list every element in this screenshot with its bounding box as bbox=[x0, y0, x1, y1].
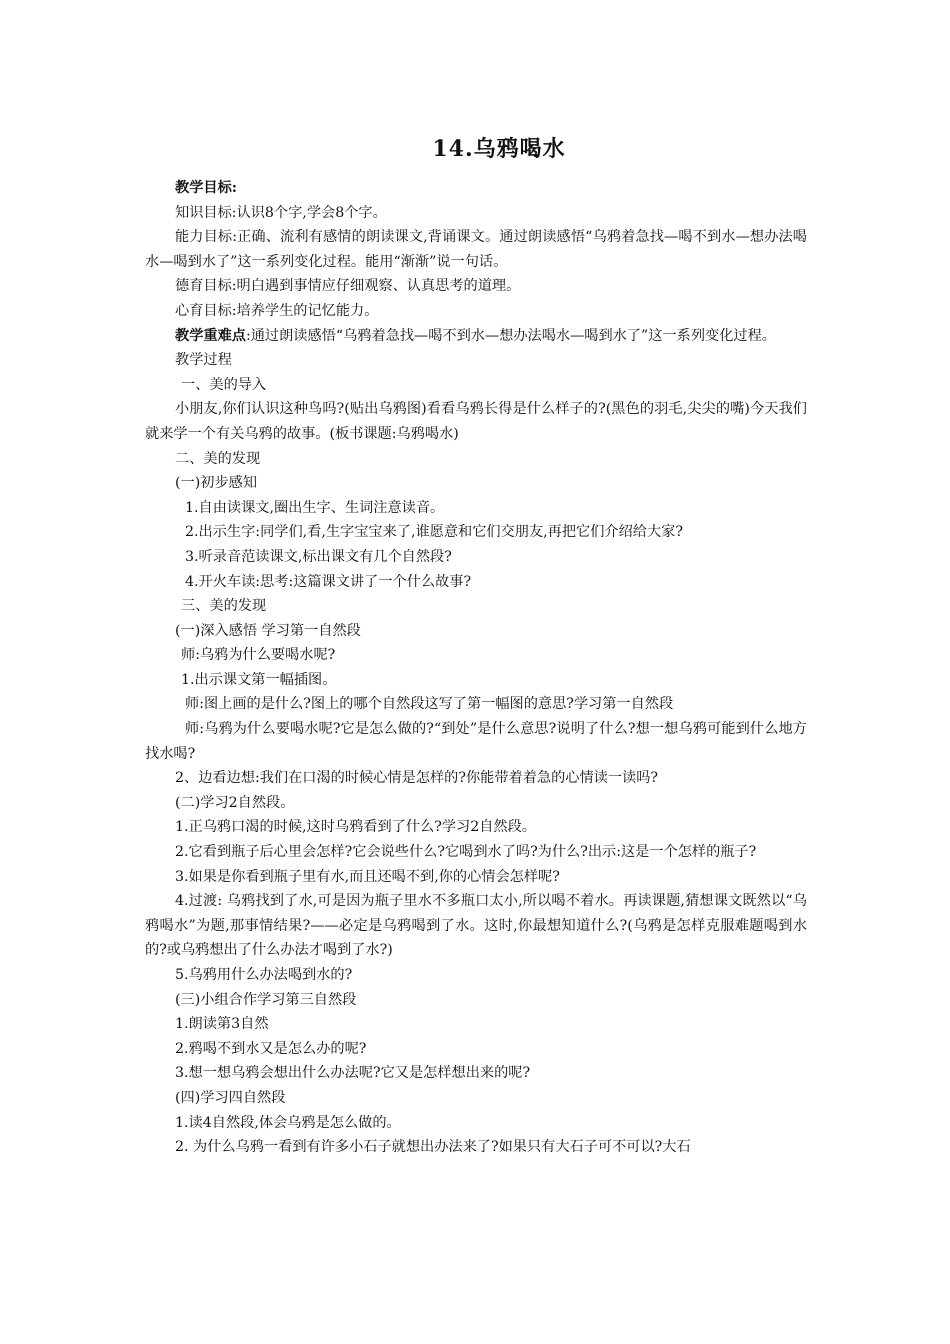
list-item: 2.出示生字:同学们,看,生字宝宝来了,谁愿意和它们交朋友,再把它们介绍给大家? bbox=[185, 524, 683, 541]
knowledge-goal: 知识目标:认识8个字,学会8个字。 bbox=[175, 204, 387, 221]
list-item: 1.自由读课文,圈出生字、生词注意读音。 bbox=[185, 499, 445, 516]
process-heading: 教学过程 bbox=[175, 352, 232, 369]
list-item: 4.过渡: 乌鸦找到了水,可是因为瓶子里水不多瓶口太小,所以喝不着水。再读课题,猜想课文既然以“乌鸦喝水”为题,那事情结果?——必定是乌鸦喝到了水。这时,你最想知道什么?(乌鸦是怎样克服难题喝到水的?或乌鸦想出了什么办法才喝到了水?) bbox=[145, 893, 807, 959]
key-points-label: 教学重难点 bbox=[175, 327, 246, 344]
list-item: 5.乌鸦用什么办法喝到水的? bbox=[175, 967, 353, 983]
key-points-text: :通过朗读感悟“乌鸦着急找—喝不到水—想办法喝水—喝到水了”这一系列变化过程。 bbox=[245, 327, 776, 344]
list-item: 3.听录音范读课文,标出课文有几个自然段? bbox=[185, 548, 452, 565]
document-body bbox=[145, 176, 807, 1160]
key-points-paragraph bbox=[145, 324, 807, 349]
list-item: 1.朗读第3自然 bbox=[175, 1016, 269, 1033]
list-item: 1.读4自然段,体会乌鸦是怎么做的。 bbox=[175, 1114, 401, 1131]
list-item: 1.正乌鸦口渴的时候,这时乌鸦看到了什么?学习2自然段。 bbox=[175, 819, 536, 836]
list-item: 1.出示课文第一幅插图。 bbox=[181, 671, 337, 688]
section-heading: 二、美的发现 bbox=[175, 450, 261, 467]
paragraph: 师:图上画的是什么?图上的哪个自然段这写了第一幅图的意思?学习第一自然段 bbox=[185, 696, 674, 713]
list-item: 2.它看到瓶子后心里会怎样?它会说些什么?它喝到水了吗?为什么?出示:这是一个怎样的瓶子? bbox=[175, 844, 757, 861]
list-item: 2、边看边想:我们在口渴的时候心情是怎样的?你能带着着急的心情读一读吗? bbox=[175, 770, 659, 787]
subsection-heading: (二)学习2自然段。 bbox=[175, 794, 295, 811]
list-item: 2. 为什么乌鸦一看到有许多小石子就想出办法来了?如果只有大石子可不可以?大石 bbox=[175, 1139, 691, 1156]
list-item: 4.开火车读:思考:这篇课文讲了一个什么故事? bbox=[185, 573, 472, 590]
list-item: 3.想一想乌鸦会想出什么办法呢?它又是怎样想出来的呢? bbox=[175, 1065, 531, 1082]
paragraph: 小朋友,你们认识这种鸟吗?(贴出乌鸦图)看看乌鸦长得是什么样子的?(黑色的羽毛,尖尖的嘴)今天我们就来学一个有关乌鸦的故事。(板书课题:乌鸦喝水) bbox=[145, 401, 807, 442]
list-item: 3.如果是你看到瓶子里有水,而且还喝不到,你的心情会怎样呢? bbox=[175, 868, 560, 885]
objectives-heading: 教学目标: bbox=[175, 180, 237, 196]
subsection-heading: (一)初步感知 bbox=[175, 475, 258, 492]
list-item: 2.鸦喝不到水又是怎么办的呢? bbox=[175, 1040, 367, 1057]
ability-goal: 能力目标:正确、流利有感情的朗读课文,背诵课文。通过朗读感悟“乌鸦着急找—喝不到水—想办法喝水—喝到水了”这一系列变化过程。能用“渐渐”说一句话。 bbox=[145, 229, 807, 270]
document-title: 14.乌鸦喝水 bbox=[432, 136, 566, 162]
paragraph: 师:乌鸦为什么要喝水呢?它是怎么做的?“到处”是什么意思?说明了什么?想一想乌鸦可能到什么地方找水喝? bbox=[145, 721, 807, 762]
section-heading: 三、美的发现 bbox=[181, 598, 267, 615]
heart-goal: 心育目标:培养学生的记忆能力。 bbox=[175, 302, 379, 319]
paragraph: 师:乌鸦为什么要喝水呢? bbox=[181, 647, 336, 664]
section-heading: 一、美的导入 bbox=[181, 376, 267, 393]
subsection-heading: (一)深入感悟 学习第一自然段 bbox=[175, 622, 361, 639]
moral-goal: 德育目标:明白遇到事情应仔细观察、认真思考的道理。 bbox=[175, 278, 521, 295]
subsection-heading: (四)学习四自然段 bbox=[175, 1089, 286, 1106]
subsection-heading: (三)小组合作学习第三自然段 bbox=[175, 991, 357, 1008]
